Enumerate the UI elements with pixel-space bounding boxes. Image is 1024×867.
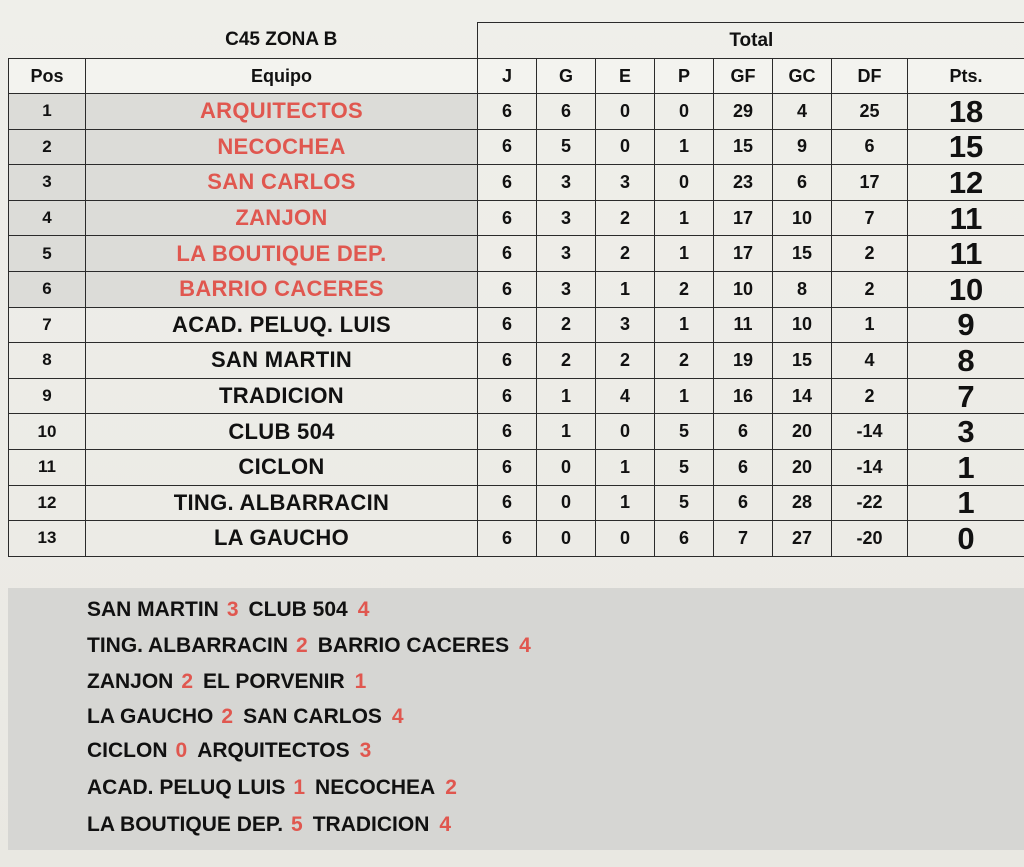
table-row: [9, 307, 1024, 343]
row-g: 1: [537, 414, 596, 450]
row-g: 0: [537, 485, 596, 521]
row-pos: 7: [9, 307, 86, 343]
row-pos: 8: [9, 343, 86, 379]
result-line: [87, 598, 369, 622]
row-pts: 12: [908, 165, 1024, 201]
row-gf: 6: [714, 485, 773, 521]
row-gc: 28: [773, 485, 832, 521]
row-g: 0: [537, 449, 596, 485]
table-row: [9, 485, 1024, 521]
result-home-score: 5: [291, 813, 303, 836]
result-line: [87, 739, 371, 763]
col-header-df: DF: [832, 59, 908, 94]
row-g: 2: [537, 307, 596, 343]
result-away: TRADICION: [312, 813, 430, 836]
row-p: 5: [655, 485, 714, 521]
row-df: 2: [832, 271, 908, 307]
row-p: 1: [655, 378, 714, 414]
row-team: TRADICION: [86, 378, 478, 414]
row-gc: 20: [773, 449, 832, 485]
result-away-score: 4: [519, 634, 531, 657]
col-header-pts: Pts.: [908, 59, 1024, 94]
row-g: 0: [537, 521, 596, 557]
row-team: LA BOUTIQUE DEP.: [86, 236, 478, 272]
row-gf: 19: [714, 343, 773, 379]
row-team: BARRIO CACERES: [86, 271, 478, 307]
row-gf: 16: [714, 378, 773, 414]
row-gc: 8: [773, 271, 832, 307]
row-g: 1: [537, 378, 596, 414]
row-gc: 9: [773, 129, 832, 165]
row-e: 3: [596, 165, 655, 201]
row-pos: 5: [9, 236, 86, 272]
table-row: [9, 449, 1024, 485]
result-home-score: 3: [226, 598, 239, 621]
row-pts: 3: [908, 414, 1024, 450]
row-j: 6: [478, 236, 537, 272]
table-row: [9, 165, 1024, 201]
row-p: 1: [655, 307, 714, 343]
row-p: 1: [655, 236, 714, 272]
row-j: 6: [478, 378, 537, 414]
standings-table: [8, 22, 1024, 557]
row-gf: 29: [714, 94, 773, 130]
row-pos: 3: [9, 165, 86, 201]
row-e: 3: [596, 307, 655, 343]
row-df: -22: [832, 485, 908, 521]
row-pos: 9: [9, 378, 86, 414]
result-away: ARQUITECTOS: [197, 739, 350, 762]
row-e: 1: [596, 485, 655, 521]
row-g: 6: [537, 94, 596, 130]
result-away: BARRIO CACERES: [317, 634, 510, 657]
result-home-score: 2: [181, 670, 194, 693]
row-p: 5: [655, 414, 714, 450]
result-away-score: 1: [354, 670, 367, 693]
result-home-score: 2: [296, 634, 308, 657]
row-pts: 1: [908, 485, 1024, 521]
row-e: 0: [596, 521, 655, 557]
row-df: -20: [832, 521, 908, 557]
row-e: 1: [596, 271, 655, 307]
row-df: 17: [832, 165, 908, 201]
result-line: [87, 705, 404, 729]
results-panel: [8, 588, 1024, 850]
result-line: [87, 670, 366, 694]
row-g: 3: [537, 165, 596, 201]
row-df: 7: [832, 200, 908, 236]
row-e: 4: [596, 378, 655, 414]
row-gc: 10: [773, 200, 832, 236]
row-gf: 17: [714, 200, 773, 236]
row-j: 6: [478, 271, 537, 307]
table-row: [9, 94, 1024, 130]
table-row: [9, 343, 1024, 379]
row-pos: 6: [9, 271, 86, 307]
row-gf: 11: [714, 307, 773, 343]
row-gf: 10: [714, 271, 773, 307]
row-gc: 27: [773, 521, 832, 557]
row-gf: 15: [714, 129, 773, 165]
row-pos: 2: [9, 129, 86, 165]
row-gf: 23: [714, 165, 773, 201]
col-header-p: P: [655, 59, 714, 94]
row-df: 2: [832, 378, 908, 414]
result-line: [87, 776, 457, 800]
table-title: C45 ZONA B: [86, 23, 478, 59]
result-away-score: 4: [357, 598, 370, 621]
result-home: TING. ALBARRACIN: [87, 634, 289, 657]
table-row: [9, 129, 1024, 165]
row-e: 0: [596, 414, 655, 450]
row-team: ARQUITECTOS: [86, 94, 478, 130]
row-df: 2: [832, 236, 908, 272]
row-e: 0: [596, 94, 655, 130]
row-gc: 14: [773, 378, 832, 414]
result-line: [87, 813, 451, 837]
row-p: 1: [655, 200, 714, 236]
table-row: [9, 378, 1024, 414]
row-e: 1: [596, 449, 655, 485]
table-row: [9, 236, 1024, 272]
table-row: [9, 200, 1024, 236]
row-g: 5: [537, 129, 596, 165]
row-g: 3: [537, 271, 596, 307]
row-pos: 13: [9, 521, 86, 557]
table-row: [9, 271, 1024, 307]
result-away: NECOCHEA: [315, 776, 436, 799]
result-home: SAN MARTIN: [87, 598, 219, 621]
row-pos: 11: [9, 449, 86, 485]
result-away: SAN CARLOS: [243, 705, 382, 728]
result-away-score: 2: [445, 776, 457, 799]
row-pos: 10: [9, 414, 86, 450]
row-df: 6: [832, 129, 908, 165]
result-away-score: 3: [359, 739, 372, 762]
row-team: NECOCHEA: [86, 129, 478, 165]
row-e: 0: [596, 129, 655, 165]
row-j: 6: [478, 414, 537, 450]
row-j: 6: [478, 129, 537, 165]
row-gc: 10: [773, 307, 832, 343]
result-away-score: 4: [391, 705, 404, 728]
row-df: 4: [832, 343, 908, 379]
result-home: CICLON: [87, 739, 168, 762]
row-pts: 7: [908, 378, 1024, 414]
row-j: 6: [478, 165, 537, 201]
row-team: SAN CARLOS: [86, 165, 478, 201]
row-gf: 7: [714, 521, 773, 557]
row-p: 0: [655, 94, 714, 130]
row-team: SAN MARTIN: [86, 343, 478, 379]
row-pts: 0: [908, 521, 1024, 557]
result-home-score: 1: [293, 776, 306, 799]
result-away-score: 4: [439, 813, 452, 836]
col-header-gc: GC: [773, 59, 832, 94]
row-j: 6: [478, 343, 537, 379]
row-gf: 6: [714, 449, 773, 485]
result-home: ACAD. PELUQ LUIS: [87, 776, 286, 799]
row-gf: 17: [714, 236, 773, 272]
row-p: 2: [655, 271, 714, 307]
col-header-g: G: [537, 59, 596, 94]
col-header-pos: Pos: [9, 59, 86, 94]
row-team: CLUB 504: [86, 414, 478, 450]
row-g: 3: [537, 236, 596, 272]
row-gc: 15: [773, 236, 832, 272]
row-p: 1: [655, 129, 714, 165]
row-df: 25: [832, 94, 908, 130]
row-pts: 15: [908, 129, 1024, 165]
result-home: ZANJON: [87, 670, 174, 693]
row-j: 6: [478, 200, 537, 236]
row-gc: 20: [773, 414, 832, 450]
row-e: 2: [596, 343, 655, 379]
row-p: 0: [655, 165, 714, 201]
row-e: 2: [596, 200, 655, 236]
col-header-gf: GF: [714, 59, 773, 94]
row-gc: 15: [773, 343, 832, 379]
row-pts: 10: [908, 271, 1024, 307]
row-team: TING. ALBARRACIN: [86, 485, 478, 521]
row-pts: 8: [908, 343, 1024, 379]
row-gf: 6: [714, 414, 773, 450]
result-home: LA GAUCHO: [87, 705, 214, 728]
row-e: 2: [596, 236, 655, 272]
result-line: [87, 634, 531, 658]
row-pts: 18: [908, 94, 1024, 130]
row-pts: 11: [908, 236, 1024, 272]
row-g: 2: [537, 343, 596, 379]
total-header: Total: [478, 23, 1024, 59]
row-j: 6: [478, 485, 537, 521]
col-header-e: E: [596, 59, 655, 94]
col-header-team: Equipo: [86, 59, 478, 94]
row-gc: 6: [773, 165, 832, 201]
row-j: 6: [478, 94, 537, 130]
row-p: 2: [655, 343, 714, 379]
title-spacer: [9, 23, 86, 59]
result-home-score: 0: [175, 739, 188, 762]
row-j: 6: [478, 307, 537, 343]
row-df: -14: [832, 414, 908, 450]
table-row: [9, 521, 1024, 557]
col-header-j: J: [478, 59, 537, 94]
row-pts: 1: [908, 449, 1024, 485]
row-team: ZANJON: [86, 200, 478, 236]
row-team: ACAD. PELUQ. LUIS: [86, 307, 478, 343]
row-p: 5: [655, 449, 714, 485]
row-pts: 11: [908, 200, 1024, 236]
row-j: 6: [478, 449, 537, 485]
result-home: LA BOUTIQUE DEP.: [87, 813, 284, 836]
row-g: 3: [537, 200, 596, 236]
row-pos: 1: [9, 94, 86, 130]
row-j: 6: [478, 521, 537, 557]
row-pos: 12: [9, 485, 86, 521]
row-pos: 4: [9, 200, 86, 236]
row-df: 1: [832, 307, 908, 343]
result-away: CLUB 504: [248, 598, 348, 621]
row-pts: 9: [908, 307, 1024, 343]
row-team: LA GAUCHO: [86, 521, 478, 557]
result-away: EL PORVENIR: [203, 670, 345, 693]
table-row: [9, 414, 1024, 450]
result-home-score: 2: [221, 705, 234, 728]
row-df: -14: [832, 449, 908, 485]
row-team: CICLON: [86, 449, 478, 485]
row-p: 6: [655, 521, 714, 557]
row-gc: 4: [773, 94, 832, 130]
